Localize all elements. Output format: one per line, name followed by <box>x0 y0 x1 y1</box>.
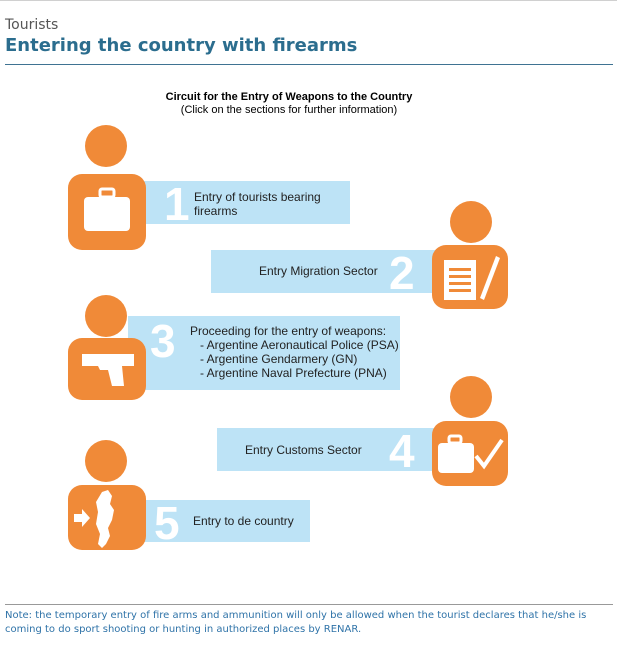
diagram-subtitle: (Click on the sections for further information) <box>180 104 398 116</box>
step-3-number: 3 <box>150 315 176 367</box>
step-3-box[interactable] <box>128 316 400 390</box>
form-pen-icon <box>442 252 502 304</box>
step-5-text: Entry to de country <box>193 514 294 528</box>
step-4-box[interactable] <box>217 425 442 477</box>
step-3-head <box>85 295 127 337</box>
step-1-text-line1: Entry of tourists bearing <box>194 190 321 204</box>
step-4-head <box>450 376 492 418</box>
step-5-head <box>85 440 127 482</box>
step-2-number: 2 <box>389 247 415 299</box>
step-3-item-psa: - Argentine Aeronautical Police (PSA) <box>200 338 399 352</box>
step-1-head <box>85 125 127 167</box>
title-divider <box>5 64 613 65</box>
briefcase-check-icon <box>436 434 506 478</box>
briefcase-icon <box>82 186 132 234</box>
step-2-text: Entry Migration Sector <box>259 264 378 278</box>
step-3-item-pna: - Argentine Naval Prefecture (PNA) <box>200 366 387 380</box>
step-5-box[interactable] <box>140 497 310 549</box>
country-map-icon <box>72 490 142 550</box>
footnote: Note: the temporary entry of fire arms and ammunition will only be allowed when the tourist declares that he/she is coming to do sport shooting or hunting in authorized places by RENAR. <box>5 610 587 635</box>
step-3-text <box>190 324 399 380</box>
step-1-text <box>194 190 321 218</box>
step-4-person[interactable] <box>432 376 510 486</box>
step-2-person[interactable] <box>432 201 510 309</box>
step-5-number: 5 <box>154 497 180 549</box>
step-2-box[interactable] <box>211 247 441 299</box>
step-5-person[interactable] <box>68 440 146 550</box>
step-4-number: 4 <box>389 425 415 477</box>
note-divider <box>5 604 613 605</box>
step-2-head <box>450 201 492 243</box>
page-title: Entering the country with firearms <box>5 35 358 56</box>
step-1-number: 1 <box>164 178 190 230</box>
pistol-icon <box>78 350 138 390</box>
step-3-heading: Proceeding for the entry of weapons: <box>190 324 387 338</box>
step-3-person[interactable] <box>68 295 146 400</box>
section-label: Tourists <box>5 17 59 33</box>
diagram-title: Circuit for the Entry of Weapons to the Country <box>165 91 413 103</box>
step-3-item-gn: - Argentine Gendarmery (GN) <box>200 352 358 366</box>
step-1-box[interactable] <box>140 178 350 230</box>
step-1-person[interactable] <box>68 125 146 250</box>
step-4-text: Entry Customs Sector <box>245 443 362 457</box>
top-divider <box>0 0 617 1</box>
step-1-text-line2: firearms <box>194 204 238 218</box>
